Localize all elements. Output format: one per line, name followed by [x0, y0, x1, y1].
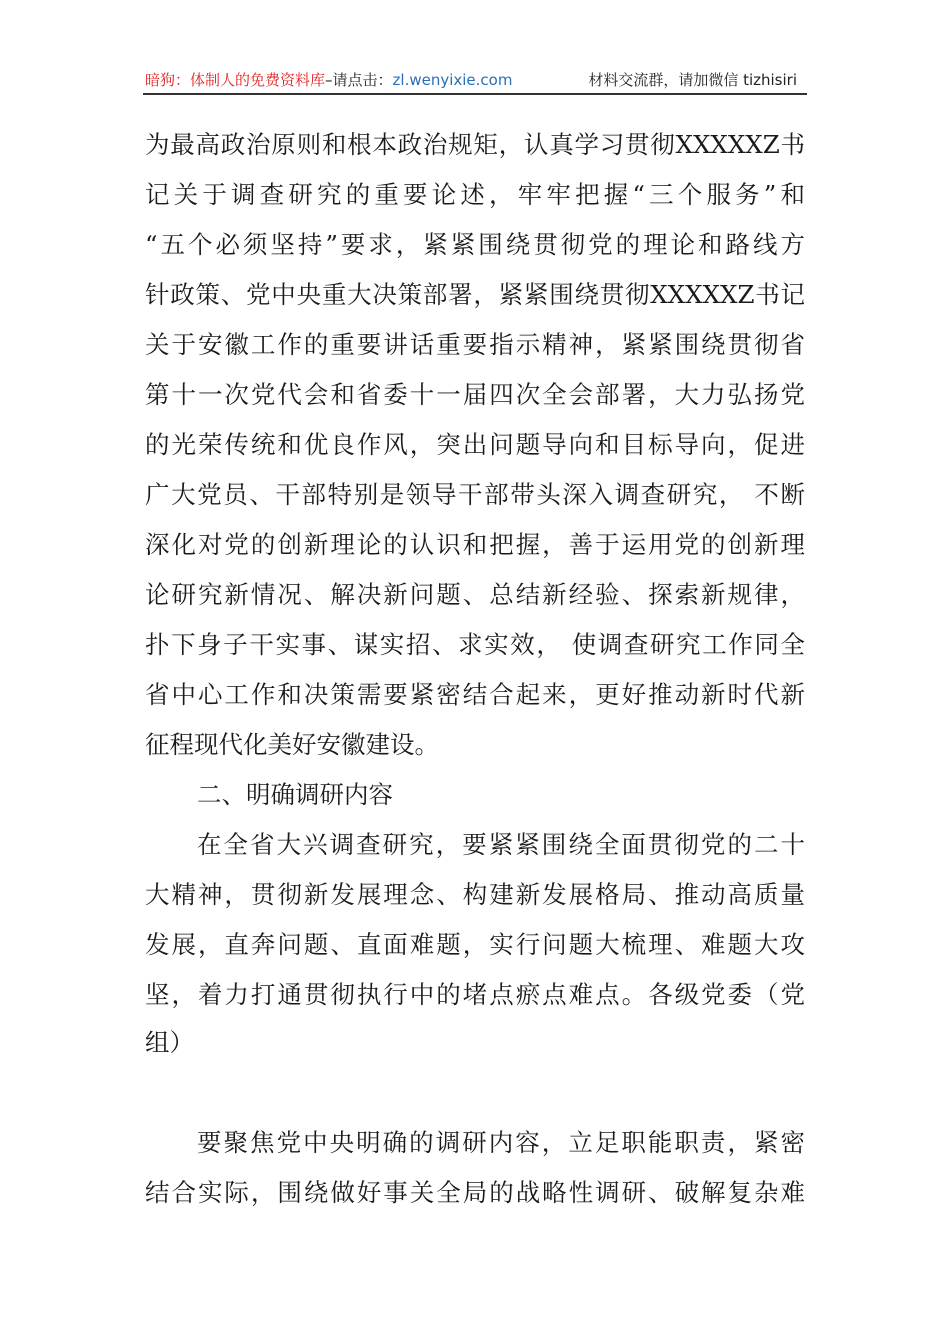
text-line: 结合实际，围绕做好事关全局的战略性调研、破解复杂难: [145, 1178, 805, 1207]
text-line: 征程现代化美好安徽建设。: [145, 730, 439, 759]
text-line: 的光荣传统和优良作风，突出问题导向和目标导向，促进: [145, 430, 805, 459]
text-line: “五个必须坚持”要求，紧紧围绕贯彻党的理论和路线方: [145, 230, 805, 259]
text-line: 要聚焦党中央明确的调研内容，立足职能职责，紧密: [197, 1128, 805, 1157]
group-note: 材料交流群，请加微信 tizhisiri: [588, 71, 797, 89]
text-line: 坚，着力打通贯彻执行中的堵点瘀点难点。各级党委（党: [145, 980, 805, 1009]
text-line: 组）: [145, 1028, 194, 1057]
text-line: 发展，直奔问题、直面难题，实行问题大梳理、难题大攻: [145, 930, 805, 959]
text-line: 深化对党的创新理论的认识和把握，善于运用党的创新理: [145, 530, 805, 559]
text-line: 在全省大兴调查研究，要紧紧围绕全面贯彻党的二十: [197, 830, 805, 859]
text-line: 广大党员、干部特别是领导干部带头深入调查研究， 不断: [145, 480, 805, 509]
header-divider: [143, 93, 807, 95]
section-heading: 二、明确调研内容: [197, 780, 393, 809]
text-line: 省中心工作和决策需要紧密结合起来，更好推动新时代新: [145, 680, 805, 709]
site-link[interactable]: zl.wenyixie.com: [392, 71, 513, 89]
text-line: 大精神，贯彻新发展理念、构建新发展格局、推动高质量: [145, 880, 805, 909]
text-line: 扑下身子干实事、谋实招、求实效， 使调查研究工作同全: [145, 630, 805, 659]
page-header: [145, 68, 805, 92]
text-line: 针政策、党中央重大决策部署，紧紧围绕贯彻XXXXXZ书记: [145, 280, 805, 309]
text-line: 记关于调查研究的重要论述，牢牢把握“三个服务”和: [145, 180, 805, 209]
text-line: 第十一次党代会和省委十一届四次全会部署，大力弘扬党: [145, 380, 805, 409]
click-prompt: –请点击：: [325, 71, 393, 89]
text-line: 论研究新情况、解决新问题、总结新经验、探索新规律，: [145, 580, 805, 609]
text-line: 关于安徽工作的重要讲话重要指示精神，紧紧围绕贯彻省: [145, 330, 805, 359]
site-name: 暗狗：体制人的免费资料库: [145, 71, 326, 89]
text-line: 为最高政治原则和根本政治规矩，认真学习贯彻XXXXXZ书: [145, 130, 805, 159]
